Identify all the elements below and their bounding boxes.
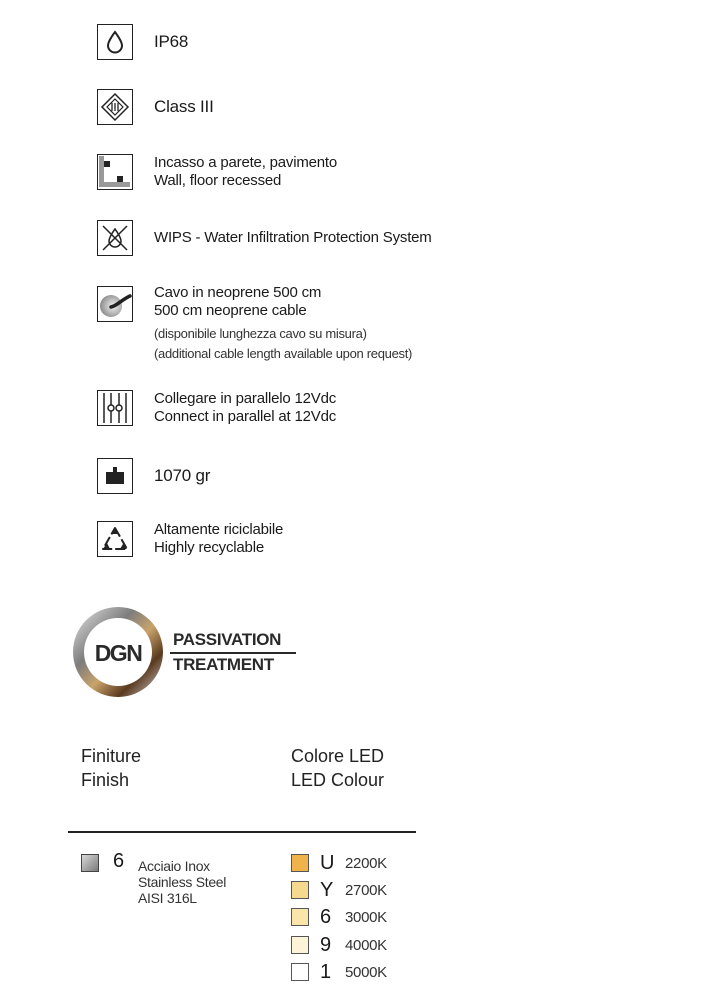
spec-label: IP68 bbox=[154, 32, 189, 51]
spec-label-en: 500 cm neoprene cable bbox=[154, 302, 307, 319]
logo-line-1: PASSIVATION bbox=[173, 630, 282, 649]
spec-label: WIPS - Water Infiltration Protection System bbox=[154, 229, 432, 246]
spec-note-en: (additional cable length available upon request) bbox=[154, 346, 413, 361]
spec-label-en: Highly recyclable bbox=[154, 539, 264, 556]
wips-icon bbox=[97, 220, 133, 256]
spec-label: Class III bbox=[154, 97, 214, 116]
finish-desc-en: Stainless Steel bbox=[138, 874, 227, 890]
led-temperature: 5000K bbox=[345, 963, 387, 981]
spec-row-class-iii bbox=[97, 89, 214, 125]
logo-brand: DGN bbox=[94, 640, 142, 666]
finish-heading bbox=[81, 744, 141, 792]
recycle-icon bbox=[97, 521, 133, 557]
spec-note-it: (disponibile lunghezza cavo su misura) bbox=[154, 326, 367, 341]
led-temperature: 4000K bbox=[345, 936, 387, 954]
led-colour-swatch bbox=[291, 854, 309, 872]
led-colour-swatch bbox=[291, 936, 309, 954]
led-heading-it: Colore LED bbox=[291, 746, 385, 766]
led-code: 9 bbox=[320, 933, 332, 956]
spec-label-it: Collegare in parallelo 12Vdc bbox=[154, 390, 337, 407]
spec-row-weight bbox=[97, 458, 210, 494]
spec-row-recycle bbox=[97, 521, 283, 557]
led-colour-swatch bbox=[291, 881, 309, 899]
logo-divider bbox=[170, 652, 296, 654]
led-code: 6 bbox=[320, 905, 332, 928]
recessed-installation-icon bbox=[97, 154, 133, 190]
finish-desc-grade: AISI 316L bbox=[138, 890, 197, 906]
logo-line-2: TREATMENT bbox=[173, 655, 274, 674]
weight-icon bbox=[97, 458, 133, 494]
section-divider bbox=[68, 831, 416, 833]
spec-label-it: Altamente riciclabile bbox=[154, 521, 284, 538]
led-temperature: 2200K bbox=[345, 854, 387, 872]
class-iii-icon bbox=[97, 89, 133, 125]
spec-row-parallel bbox=[97, 390, 336, 426]
led-temperature: 3000K bbox=[345, 908, 387, 926]
spec-row-wips bbox=[97, 220, 432, 256]
spec-label: 1070 gr bbox=[154, 466, 211, 485]
spec-row-cable bbox=[97, 284, 412, 364]
led-option bbox=[291, 934, 387, 956]
led-code: Y bbox=[320, 878, 334, 901]
spec-row-ip68 bbox=[97, 24, 188, 60]
led-heading-en: LED Colour bbox=[291, 770, 385, 790]
led-colour-swatch bbox=[291, 908, 309, 926]
spec-label-en: Wall, floor recessed bbox=[154, 172, 282, 189]
spec-row-recessed bbox=[97, 154, 337, 190]
led-option bbox=[291, 879, 387, 901]
spec-label-it: Cavo in neoprene 500 cm bbox=[154, 284, 322, 301]
finish-desc-it: Acciaio Inox bbox=[138, 858, 210, 874]
dgn-passivation-logo bbox=[70, 603, 300, 703]
water-drop-icon bbox=[97, 24, 133, 60]
led-option bbox=[291, 961, 387, 983]
finish-code: 6 bbox=[113, 850, 125, 872]
finish-heading-it: Finiture bbox=[81, 746, 142, 766]
led-option bbox=[291, 906, 387, 928]
spec-label-en: Connect in parallel at 12Vdc bbox=[154, 408, 337, 425]
parallel-connection-icon bbox=[97, 390, 133, 426]
led-temperature: 2700K bbox=[345, 881, 387, 899]
cable-icon bbox=[97, 286, 133, 322]
led-colour-swatch bbox=[291, 963, 309, 981]
stainless-steel-swatch bbox=[81, 854, 99, 872]
led-code: 1 bbox=[320, 960, 332, 983]
led-colour-heading bbox=[291, 744, 384, 792]
finish-heading-en: Finish bbox=[81, 770, 130, 790]
led-code: U bbox=[320, 851, 335, 874]
spec-label-it: Incasso a parete, pavimento bbox=[154, 154, 338, 171]
led-option bbox=[291, 852, 387, 874]
